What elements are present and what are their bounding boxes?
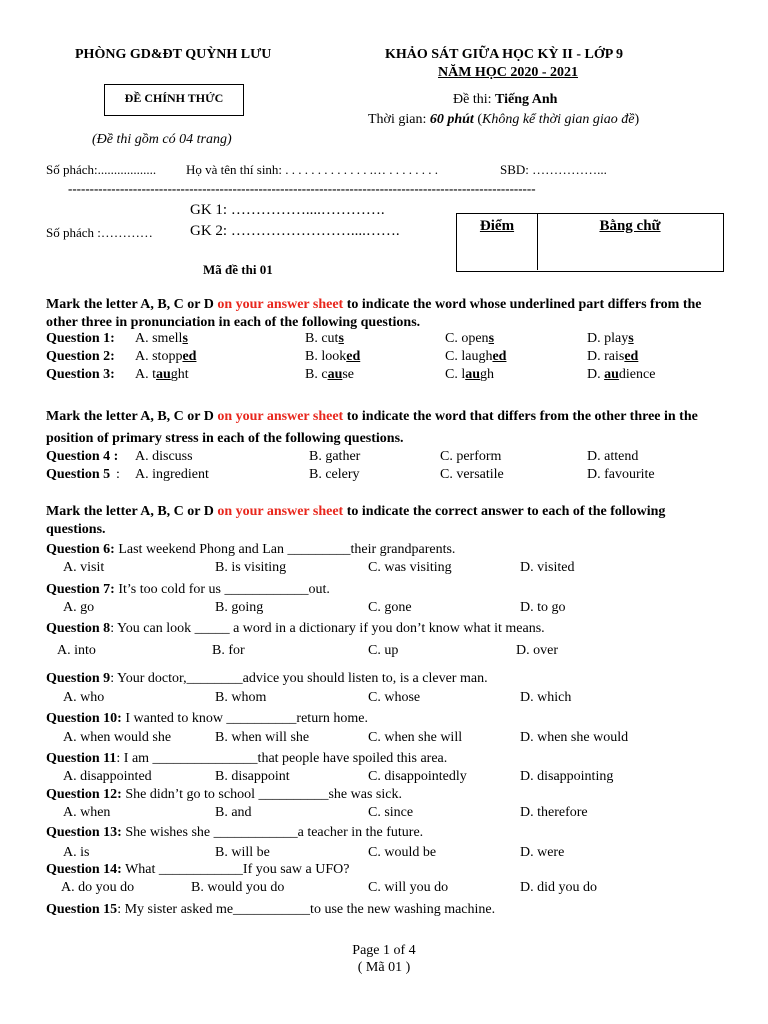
time-line: Thời gian: 60 phút (Không kể thời gian giao đề) [368, 112, 640, 127]
department-name: PHÒNG GD&ĐT QUỲNH LƯU [75, 47, 272, 62]
answer-option: D. which [520, 690, 572, 705]
answer-option: B. going [215, 600, 264, 615]
candidate-name-field: Họ và tên thí sinh: . . . . . . . . . . . . . .… . . . . . . . . [186, 162, 439, 177]
exam-code: Mã đề thi 01 [203, 262, 273, 277]
answer-option: A. discuss [135, 449, 193, 464]
answer-sheet-highlight: on your answer sheet [217, 297, 344, 312]
page-number: Page 1 of 4 [352, 943, 416, 958]
answer-option: A. do you do [61, 880, 135, 895]
question-label: Question 15 [46, 902, 118, 917]
question-text: It’s too cold for us ____________out. [114, 582, 330, 597]
answer-option: B. when will she [215, 730, 310, 745]
grader-1-field: GK 1: ……………....…………. [190, 202, 385, 218]
question-label: Question 6: [46, 542, 115, 557]
grader-2-field: GK 2: ……………………....……. [190, 223, 400, 239]
answer-option: D. therefore [520, 805, 588, 820]
question-stem [46, 621, 545, 639]
answer-option: B. for [212, 643, 245, 658]
subject-label: Đề thi: [453, 92, 495, 107]
time-label: Thời gian: [368, 112, 430, 127]
official-label: ĐỀ CHÍNH THỨC [124, 91, 224, 105]
question-stem [46, 902, 495, 920]
question-stem [46, 542, 455, 560]
question-text: : My sister asked me___________to use the new washing machine. [117, 902, 496, 917]
answer-option: D. visited [520, 560, 575, 575]
pages-note-text: Đề thi gồm có 04 trang [96, 132, 227, 147]
exam-code-footer: ( Mã 01 ) [357, 960, 411, 975]
answer-option: C. perform [440, 449, 502, 464]
answer-option: A. visit [63, 560, 105, 575]
cut-divider: ------------------------------------------------------------------------------------------------------------ [68, 181, 536, 196]
answer-option: B. whom [215, 690, 267, 705]
answer-option: D. when she would [520, 730, 629, 745]
answer-option: D. favourite [587, 467, 655, 482]
answer-option: A. when would she [63, 730, 172, 745]
question-text: What ____________If you saw a UFO? [121, 862, 350, 877]
answer-option: B. would you do [191, 880, 285, 895]
section-3-instruction: Mark the letter A, B, C or D on your answer sheet to indicate the correct answer to each of the following questions. [46, 504, 666, 537]
survey-title: KHẢO SÁT GIỮA HỌC KỲ II - LỚP 9 [385, 47, 624, 62]
answer-option: D. attend [587, 449, 639, 464]
question-label: Question 1: [46, 331, 115, 346]
question-label: Question 9 [46, 671, 111, 686]
question-text: She wishes she ____________a teacher in the future. [121, 825, 424, 840]
section-2-instruction: Mark the letter A, B, C or D on your answer sheet to indicate the word that differs from the other three in the position of primary stress in each of the following questions. [46, 409, 698, 446]
answer-option: B. cause [305, 367, 355, 382]
question-stem [46, 582, 330, 600]
answer-option: A. smells [135, 331, 188, 346]
question-text: : You can look _____ a word in a dictionary if you don’t know what it means. [110, 621, 545, 636]
score-in-words-header: Bằng chữ [599, 218, 661, 234]
answer-option: A. is [63, 845, 90, 860]
answer-option: D. disappointing [520, 769, 614, 784]
question-label: Question 3: [46, 367, 115, 382]
candidate-so-phach: Số phách:.................. [46, 162, 157, 177]
question-text: : I am _______________that people have spoiled this area. [116, 751, 448, 766]
answer-option: A. go [63, 600, 95, 615]
subject-line [453, 92, 557, 108]
pages-note: (Đề thi gồm có 04 trang) [92, 132, 232, 147]
question-stem [46, 787, 402, 805]
time-value: 60 phút [429, 112, 474, 127]
question-text: I wanted to know __________return home. [121, 711, 368, 726]
answer-option: D. over [516, 643, 558, 658]
question-stem [46, 825, 423, 843]
question-stem [46, 711, 368, 729]
answer-option: C. would be [368, 845, 437, 860]
answer-option: C. disappointedly [368, 769, 467, 784]
answer-option: D. were [520, 845, 565, 860]
answer-option: C. laughed [445, 349, 507, 364]
answer-option: B. disappoint [215, 769, 290, 784]
question-stem [46, 862, 349, 880]
question-label: Question 12: [46, 787, 122, 802]
question-stem [46, 671, 488, 689]
answer-option: D. did you do [520, 880, 597, 895]
answer-option: D. plays [587, 331, 634, 346]
question-label: Question 11 [46, 751, 117, 766]
answer-option: C. since [368, 805, 414, 820]
grading-so-phach: Số phách :………… [46, 225, 153, 240]
candidate-sbd-field: SBD: ……………... [500, 162, 607, 177]
answer-option: D. audience [587, 367, 656, 382]
answer-sheet-highlight: on your answer sheet [217, 504, 344, 519]
answer-option: A. disappointed [63, 769, 152, 784]
answer-option: A. taught [135, 367, 189, 382]
answer-option: A. when [63, 805, 111, 820]
question-label: Question 2: [46, 349, 115, 364]
answer-option: C. versatile [440, 467, 504, 482]
answer-option: B. is visiting [215, 560, 287, 575]
school-year: NĂM HỌC 2020 - 2021 [438, 65, 578, 80]
answer-option: C. was visiting [368, 560, 452, 575]
answer-option: D. to go [520, 600, 566, 615]
question-label: Question 14: [46, 862, 122, 877]
question-text: : Your doctor,________advice you should listen to, is a clever man. [110, 671, 488, 686]
question-stem [46, 751, 447, 769]
answer-option: B. will be [215, 845, 270, 860]
answer-option: C. up [368, 643, 399, 658]
question-text: She didn’t go to school __________she was sick. [121, 787, 402, 802]
question-label: Question 5 [46, 467, 111, 482]
answer-option: A. who [63, 690, 105, 705]
score-header: Điểm [479, 218, 515, 234]
answer-option: A. ingredient [135, 467, 209, 482]
question-label: Question 4 : [46, 449, 119, 464]
answer-option: D. raised [587, 349, 639, 364]
question-label: Question 8 [46, 621, 111, 636]
answer-option: B. cuts [305, 331, 344, 346]
question-label: Question 13: [46, 825, 122, 840]
answer-option: C. laugh [445, 367, 495, 382]
answer-option: B. looked [305, 349, 361, 364]
section-1-instruction: Mark the letter A, B, C or D on your answer sheet to indicate the word whose underlined part differs from the other three in pronunciation in each of the following questions. [46, 297, 702, 330]
answer-option: C. opens [445, 331, 495, 346]
answer-option: A. into [57, 643, 96, 658]
answer-option: A. stopped [135, 349, 197, 364]
answer-option: B. celery [309, 467, 360, 482]
question-label: Question 10: [46, 711, 122, 726]
question-label: Question 7: [46, 582, 115, 597]
answer-option: C. gone [368, 600, 412, 615]
subject-name: Tiếng Anh [495, 92, 558, 107]
time-note: Không kể thời gian giao đề [481, 112, 635, 127]
answer-option: C. when she will [368, 730, 463, 745]
answer-sheet-highlight: on your answer sheet [217, 409, 344, 424]
answer-option: C. will you do [368, 880, 449, 895]
answer-option: C. whose [368, 690, 421, 705]
answer-option: B. gather [309, 449, 361, 464]
question-text: Last weekend Phong and Lan _________their grandparents. [114, 542, 456, 557]
answer-option: B. and [215, 805, 252, 820]
